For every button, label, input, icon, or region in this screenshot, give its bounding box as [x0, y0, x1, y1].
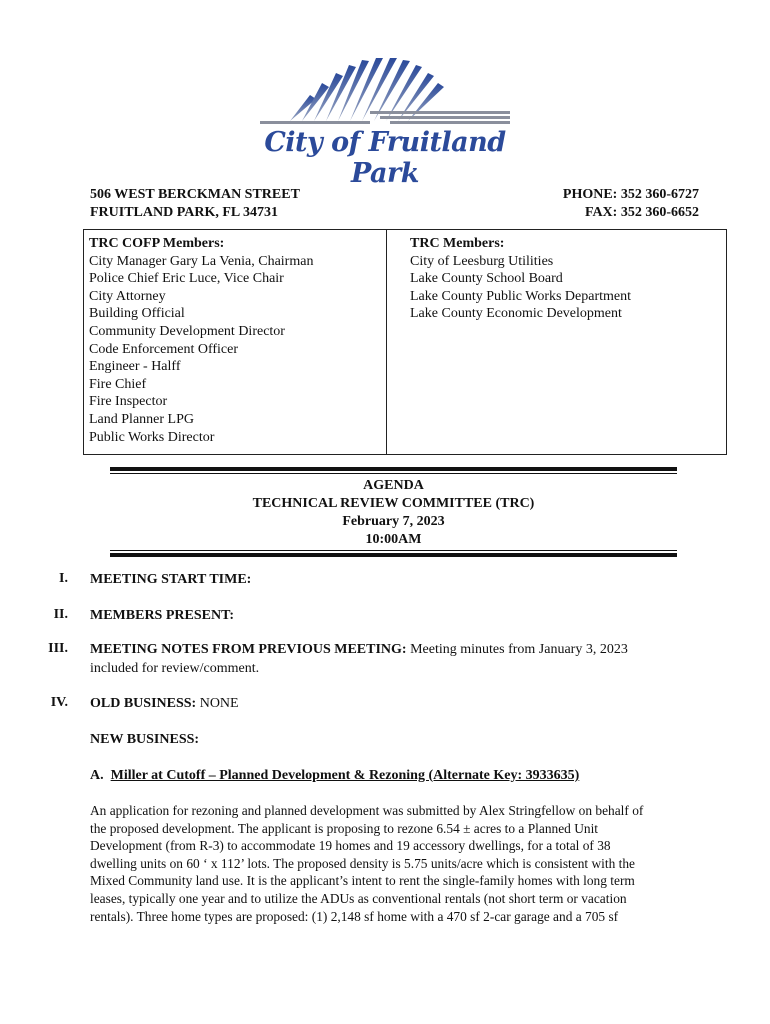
member-item: Lake County Economic Development [410, 306, 622, 322]
item-number: IV. [50, 695, 68, 710]
members-divider [386, 229, 387, 455]
new-business-label: NEW BUSINESS: [90, 732, 200, 747]
previous-notes-text-continued: included for review/comment. [90, 661, 260, 676]
member-item: Land Planner LPG [89, 411, 194, 427]
old-business-label: OLD BUSINESS: [90, 696, 197, 711]
member-item: Engineer - Halff [89, 359, 181, 375]
member-item: Fire Inspector [89, 394, 168, 410]
street-address: 506 WEST BERCKMAN STREET [90, 187, 300, 202]
trc-members-title: TRC Members: [410, 236, 505, 251]
address-block [90, 186, 300, 222]
agenda-bottom-rule-thin [110, 550, 677, 551]
item-number: II. [53, 607, 68, 622]
fax-number: FAX: 352 360-6652 [584, 205, 699, 220]
old-business [90, 695, 239, 713]
member-item: Lake County School Board [410, 271, 563, 287]
member-item: Building Official [89, 306, 185, 322]
city-logo [250, 55, 520, 189]
item-number: I. [59, 571, 68, 586]
paragraph-line: the proposed development. The applicant is proposing to rezone 6.54 ± acres to a Planned Unit [90, 820, 599, 836]
new-business-item-a [90, 767, 579, 785]
agenda-title: AGENDA [363, 478, 424, 493]
member-item: Police Chief Eric Luce, Vice Chair [89, 271, 284, 287]
sunburst-icon [250, 55, 520, 135]
cofp-members-column [89, 235, 313, 446]
paragraph-line: Development (from R-3) to accommodate 19 homes and 19 accessory dwellings, for a total of 38 [90, 838, 611, 854]
paragraph-line: leases, typically one year and to utilize the ADUs as conventional rentals (not short term or vacation [90, 890, 627, 906]
agenda-top-rule [110, 467, 677, 471]
member-item: City Attorney [89, 288, 166, 304]
previous-notes-label: MEETING NOTES FROM PREVIOUS MEETING: [90, 642, 407, 657]
member-item: Community Development Director [89, 323, 285, 339]
item-a-description [90, 802, 700, 925]
agenda-bottom-rule [110, 553, 677, 557]
member-item: Code Enforcement Officer [89, 341, 239, 357]
agenda-top-rule-thin [110, 473, 677, 474]
paragraph-line: dwelling units on 60 ‘ x 112’ lots. The proposed density is 5.75 units/acre which is consistent with the [90, 855, 635, 871]
meeting-date: February 7, 2023 [342, 514, 445, 529]
member-item: Public Works Director [89, 429, 215, 445]
cofp-members-title: TRC COFP Members: [89, 236, 225, 251]
previous-notes-text: Meeting minutes from January 3, 2023 [406, 642, 628, 657]
city-state-zip: FRUITLAND PARK, FL 34731 [90, 205, 278, 220]
meeting-time: 10:00AM [365, 532, 422, 547]
committee-name: TECHNICAL REVIEW COMMITTEE (TRC) [252, 496, 535, 511]
paragraph-line: rentals). Three home types are proposed: (1) 2,148 sf home with a 470 sf 2-car garage and a 705 sf [90, 908, 619, 924]
paragraph-line: Mixed Community land use. It is the applicant’s intent to rent the single-family homes with long term [90, 873, 635, 889]
logo-text: City of Fruitland Park [264, 127, 506, 189]
members-present-label: MEMBERS PRESENT: [90, 608, 235, 623]
paragraph-line: An application for rezoning and planned development was submitted by Alex Stringfellow on behalf of [90, 803, 644, 818]
contact-block [563, 186, 699, 222]
item-letter: A. [90, 768, 104, 783]
old-business-text: NONE [196, 696, 239, 711]
member-item: City Manager Gary La Venia, Chairman [89, 253, 314, 269]
meeting-start-time-label: MEETING START TIME: [90, 572, 252, 587]
item-number: III. [48, 641, 68, 656]
member-item: City of Leesburg Utilities [410, 253, 554, 269]
agenda-heading [110, 477, 677, 549]
member-item: Fire Chief [89, 376, 147, 392]
trc-members-column [410, 235, 631, 323]
phone-number: PHONE: 352 360-6727 [562, 187, 699, 202]
previous-meeting-notes [90, 641, 690, 659]
member-item: Lake County Public Works Department [410, 288, 632, 304]
item-a-title: Miller at Cutoff – Planned Development & Rezoning (Alternate Key: 3933635) [110, 768, 580, 783]
